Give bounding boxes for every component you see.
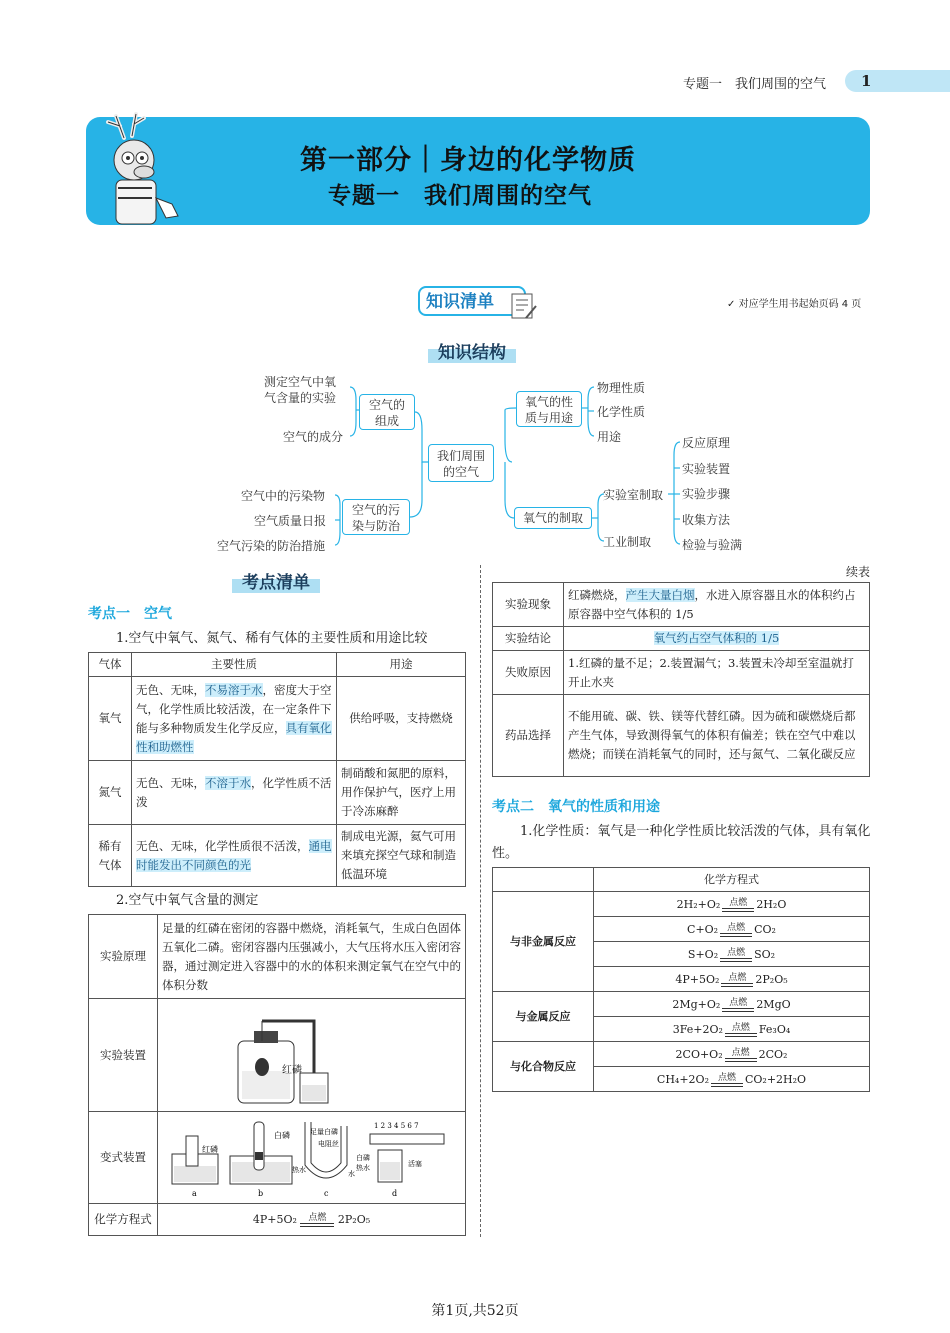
t1-r1-p1: 无色、无味， bbox=[136, 682, 205, 697]
t2-r4-label: 化学方程式 bbox=[89, 1204, 158, 1236]
t1-header-use: 用途 bbox=[337, 653, 466, 677]
eq-condition-text: 点燃 bbox=[727, 922, 746, 933]
t3-r2-text bbox=[564, 627, 870, 651]
t4-eq-3 bbox=[594, 967, 870, 992]
t2-eq-cond bbox=[300, 1213, 334, 1227]
page-number: 1 bbox=[845, 70, 950, 92]
eq-reactants: 2Mg+O₂ bbox=[672, 997, 721, 1011]
mm-box-composition bbox=[359, 394, 415, 430]
t1-r3-p1: 无色、无味，化学性质很不活泼， bbox=[136, 838, 309, 853]
page-reference-text: 对应学生用书起始页码 4 页 bbox=[738, 299, 862, 310]
continued-label: 续表 bbox=[846, 565, 871, 579]
mm-box-composition-l2: 组成 bbox=[374, 414, 399, 428]
t4-eq-0 bbox=[594, 892, 870, 917]
t1-r2-hl1: 不溶于水 bbox=[205, 775, 251, 790]
mm-lab-2: 实验装置 bbox=[682, 462, 731, 476]
mm-box-center bbox=[428, 444, 494, 482]
eq-products: 2CO₂ bbox=[758, 1047, 788, 1061]
eq-condition-text: 点燃 bbox=[729, 897, 748, 908]
eq-reactants: C+O₂ bbox=[687, 922, 719, 936]
eq-condition bbox=[711, 1073, 743, 1087]
mm-box-pollution-l1: 空气的污 bbox=[351, 503, 400, 517]
t1-r1-use: 供给呼吸，支持燃烧 bbox=[337, 677, 466, 761]
running-header: 专题一 我们周围的空气 bbox=[683, 77, 827, 92]
t4-group-metal: 与金属反应 bbox=[493, 992, 594, 1042]
t1-r2-p2: ，化学性质不活泼 bbox=[136, 775, 332, 809]
eq-products: 2P₂O₅ bbox=[755, 972, 788, 986]
eq-reactants: 2H₂+O₂ bbox=[676, 897, 721, 911]
exam-points-label: 考点清单 bbox=[232, 568, 320, 593]
t3-r1-text bbox=[564, 583, 870, 627]
mm-lab-5: 检验与验满 bbox=[682, 538, 743, 552]
var-letter-b: b bbox=[258, 1188, 264, 1198]
eq-condition-text: 点燃 bbox=[728, 972, 747, 983]
eq-products: 2H₂O bbox=[756, 897, 787, 911]
t4-header: 化学方程式 bbox=[594, 868, 870, 892]
eq-products: CO₂ bbox=[754, 922, 776, 936]
knowledge-structure-label: 知识结构 bbox=[428, 338, 516, 363]
t3-r1-p1: 红磷燃烧， bbox=[568, 587, 626, 602]
eq-condition bbox=[725, 1048, 757, 1062]
t3-r3-text: 1.红磷的量不足；2.装置漏气；3.装置未冷却至室温就打开止水夹 bbox=[564, 651, 870, 695]
t1-r1-gas: 氧气 bbox=[89, 677, 132, 761]
t4-header-blank bbox=[493, 868, 594, 892]
t2-r2-apparatus bbox=[158, 999, 466, 1112]
section-1-item-2: 2.空气中氧气含量的测定 bbox=[116, 893, 259, 908]
t2-r3-variants bbox=[158, 1112, 466, 1204]
var-letter-a: a bbox=[192, 1188, 197, 1198]
var-label-0: 红磷 bbox=[202, 1144, 218, 1154]
t2-eq-left: 4P+5O₂ bbox=[252, 1213, 297, 1226]
t4-group-nonmetal: 与非金属反应 bbox=[493, 892, 594, 992]
mm-left-3: 空气中的污染物 bbox=[241, 489, 326, 503]
apparatus-diagram-icon bbox=[158, 1001, 448, 1109]
mm-box-making: 氧气的制取 bbox=[514, 507, 592, 529]
eq-reactants: S+O₂ bbox=[687, 947, 719, 961]
gas-properties-table bbox=[88, 652, 466, 887]
t3-r2-label: 实验结论 bbox=[493, 627, 564, 651]
mm-left-1b: 气含量的实验 bbox=[264, 391, 337, 405]
mm-box-composition-l1: 空气的 bbox=[368, 398, 405, 412]
eq-condition-text: 点燃 bbox=[717, 1072, 736, 1083]
mm-center-l2: 的空气 bbox=[442, 465, 479, 479]
var-label-7: 白磷 bbox=[356, 1153, 370, 1162]
mm-lab-4: 收集方法 bbox=[682, 513, 731, 527]
var-label-6: 1 2 3 4 5 6 7 bbox=[374, 1121, 419, 1130]
t1-r2-props bbox=[132, 761, 337, 825]
var-label-8: 热水 bbox=[356, 1163, 370, 1172]
var-letter-c: c bbox=[324, 1188, 329, 1198]
mm-prop-3: 用途 bbox=[597, 430, 622, 444]
t2-eq-right: 2P₂O₅ bbox=[337, 1213, 371, 1226]
mm-left-4: 空气质量日报 bbox=[254, 514, 327, 528]
t4-eq-6 bbox=[594, 1042, 870, 1067]
eq-condition-text: 点燃 bbox=[731, 1047, 750, 1058]
t3-r4-label: 药品选择 bbox=[493, 695, 564, 777]
mm-prop-2: 化学性质 bbox=[597, 405, 646, 419]
eq-condition bbox=[720, 923, 752, 937]
mm-lab: 实验室制取 bbox=[603, 488, 664, 502]
t1-r3-gas: 稀有气体 bbox=[89, 825, 132, 887]
eq-condition bbox=[720, 948, 752, 962]
eq-condition-text: 点燃 bbox=[729, 997, 748, 1008]
mm-box-properties-l1: 氧气的性 bbox=[524, 395, 573, 409]
mm-lab-3: 实验步骤 bbox=[682, 487, 731, 501]
t4-eq-1 bbox=[594, 917, 870, 942]
eq-products: 2MgO bbox=[756, 997, 791, 1011]
check-circle-icon: ✓ bbox=[727, 299, 736, 310]
t4-group-compound: 与化合物反应 bbox=[493, 1042, 594, 1092]
eq-reactants: 2CO+O₂ bbox=[675, 1047, 723, 1061]
section-1-title: 考点一 空气 bbox=[88, 606, 172, 622]
t2-r1-label: 实验原理 bbox=[89, 915, 158, 999]
t4-eq-4 bbox=[594, 992, 870, 1017]
column-divider bbox=[480, 565, 481, 1237]
t1-r2-use: 制硝酸和氮肥的原料，用作保护气，医疗上用于冷冻麻醉 bbox=[337, 761, 466, 825]
oxygen-measurement-continued-table bbox=[492, 582, 870, 777]
oxygen-measurement-table bbox=[88, 914, 466, 1236]
mm-lab-1: 反应原理 bbox=[682, 436, 731, 450]
eq-condition bbox=[722, 998, 754, 1012]
mm-center-l1: 我们周围 bbox=[436, 449, 485, 463]
topic-title: 专题一 我们周围的空气 bbox=[328, 182, 592, 209]
t2-r1-text: 足量的红磷在密闭的容器中燃烧，消耗氧气，生成白色固体五氧化二磷。密闭容器内压强减小，大气压将水压入密闭容器，通过测定进入容器中的水的体积来测定氧气在空气中的体积分数 bbox=[158, 915, 466, 999]
part-title: 第一部分｜身边的化学物质 bbox=[300, 145, 636, 176]
t3-r1-label: 实验现象 bbox=[493, 583, 564, 627]
var-label-5: 水 bbox=[348, 1169, 355, 1178]
t1-r3-hl1: 通电时能发出不同颜色的光 bbox=[136, 838, 332, 872]
t2-r3-label: 变式装置 bbox=[89, 1112, 158, 1204]
section-2-title: 考点二 氧气的性质和用途 bbox=[492, 799, 660, 815]
t1-r2-p1: 无色、无味， bbox=[136, 775, 205, 790]
eq-condition bbox=[725, 1023, 757, 1037]
knowledge-list-pill: 知识清单 bbox=[418, 286, 526, 316]
t3-r3-label: 失败原因 bbox=[493, 651, 564, 695]
t3-r4-text: 不能用硫、碳、铁、镁等代替红磷。因为硫和碳燃烧后都产生气体，导致测得氧气的体积有偏差；铁在空气中难以燃烧；而镁在消耗氧气的同时，还与氮气、二氧化碳反应 bbox=[564, 695, 870, 777]
mm-left-5: 空气污染的防治措施 bbox=[217, 539, 326, 553]
eq-reactants: CH₄+2O₂ bbox=[656, 1072, 709, 1086]
apparatus-red-p-label: 红磷 bbox=[282, 1065, 302, 1076]
var-label-3: 电阻丝 bbox=[318, 1139, 339, 1148]
t4-eq-2 bbox=[594, 942, 870, 967]
eq-products: SO₂ bbox=[754, 947, 776, 961]
t1-r1-props bbox=[132, 677, 337, 761]
eq-reactants: 3Fe+2O₂ bbox=[672, 1022, 723, 1036]
t2-eq-cond-text: 点燃 bbox=[308, 1213, 327, 1223]
t1-r1-hl2: 具有氧化性和助燃性 bbox=[136, 720, 332, 754]
t1-r3-props bbox=[132, 825, 337, 887]
var-label-4: 热水 bbox=[292, 1165, 306, 1174]
eq-products: CO₂+2H₂O bbox=[744, 1072, 807, 1086]
t3-r2-hl: 氧气约占空气体积的 1/5 bbox=[653, 631, 780, 645]
t3-r1-hl: 产生大量白烟 bbox=[625, 587, 695, 602]
mm-prop-1: 物理性质 bbox=[597, 381, 646, 395]
eq-products: Fe₃O₄ bbox=[758, 1022, 791, 1036]
eq-reactants: 4P+5O₂ bbox=[675, 972, 720, 986]
mm-box-pollution-l2: 染与防治 bbox=[351, 519, 400, 533]
t3-r1-p2: ，水进入原容器且水的体积约占原容器中空气体积的 1/5 bbox=[568, 587, 856, 621]
t1-r2-gas: 氮气 bbox=[89, 761, 132, 825]
mm-left-1a: 测定空气中氧 bbox=[264, 375, 337, 389]
page-footer: 第1页,共52页 bbox=[431, 1303, 519, 1319]
mm-box-properties bbox=[516, 391, 582, 427]
t2-r4-equation bbox=[158, 1204, 466, 1236]
var-label-1: 白磷 bbox=[274, 1130, 290, 1140]
eq-condition-text: 点燃 bbox=[727, 947, 746, 958]
t4-eq-5 bbox=[594, 1017, 870, 1042]
var-label-2: 足量白磷 bbox=[310, 1127, 338, 1136]
eq-condition-text: 点燃 bbox=[731, 1022, 750, 1033]
mm-box-properties-l2: 质与用途 bbox=[524, 411, 573, 425]
mm-left-2: 空气的成分 bbox=[283, 430, 344, 444]
section-1-item-1: 1.空气中氧气、氮气、稀有气体的主要性质和用途比较 bbox=[116, 631, 428, 646]
oxygen-reactions-table bbox=[492, 867, 870, 1092]
t4-eq-7 bbox=[594, 1067, 870, 1092]
eq-condition bbox=[721, 973, 753, 987]
t1-r3-use: 制成电光源，氦气可用来填充探空气球和制造低温环境 bbox=[337, 825, 466, 887]
t1-header-props: 主要性质 bbox=[132, 653, 337, 677]
section-2-item-1: 1.化学性质：氧气是一种化学性质比较活泼的气体，具有氧化性。 bbox=[492, 824, 871, 861]
t1-header-gas: 气体 bbox=[89, 653, 132, 677]
mm-box-pollution bbox=[342, 499, 410, 535]
t1-r1-p2: ，密度大于空气，化学性质比较活泼，在一定条件下能与多种物质发生化学反应， bbox=[136, 682, 332, 735]
mm-industrial: 工业制取 bbox=[603, 535, 652, 549]
var-letter-d: d bbox=[392, 1188, 398, 1198]
t1-r1-hl1: 不易溶于水 bbox=[205, 682, 263, 697]
t2-r2-label: 实验装置 bbox=[89, 999, 158, 1112]
eq-condition bbox=[722, 898, 754, 912]
var-label-9: 活塞 bbox=[408, 1159, 422, 1168]
variant-apparatus-icon bbox=[158, 1116, 448, 1200]
